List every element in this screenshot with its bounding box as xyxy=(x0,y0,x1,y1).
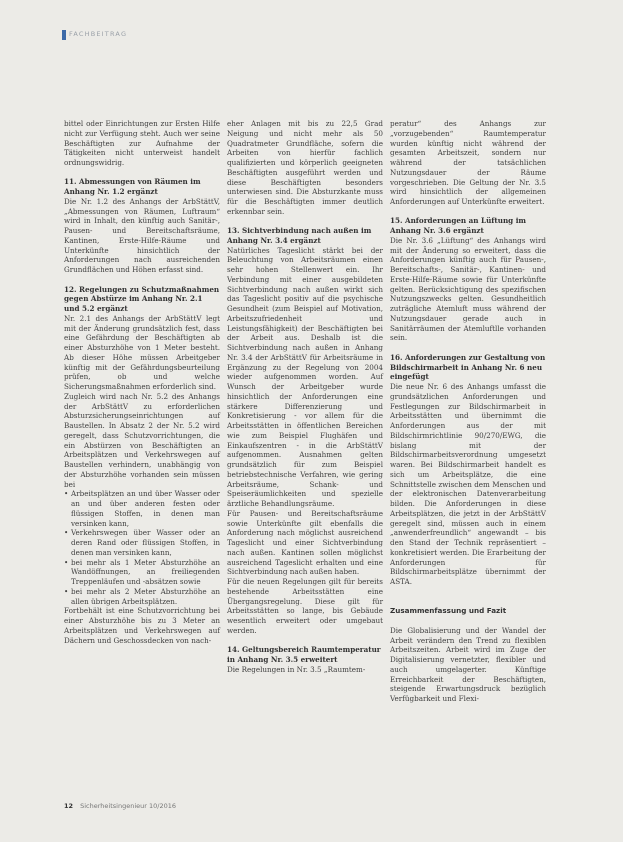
paragraph: eher Anlagen mit bis zu 22,5 Grad Neigung und nicht mehr als 50 Quadratmeter Grundfläche, sofern die Arbeiten von hierfür fachlich qualifizierten und körperlich geeigneten Beschäftigten ausgeführt werden und diese Beschäftigten besonders unterwiesen sind. Die Absturzkante muss für die Beschäftigten immer deutlich erkennbar sein. xyxy=(227,119,383,216)
text-column-2 xyxy=(227,119,383,684)
paragraph: Die Nr. 3.6 „Lüftung“ des Anhangs wird mit der Änderung so erweitert, dass die Anforderungen künftig auch für Pausen-, Bereitschafts-, Sanitär-, Kantinen- und Erste-Hilfe-Räume sowie für Unterkünfte gelten. Berücksichtigung des spezifischen Nutzungszwecks gelten. Gesundheitlich zuträgliche Atemluft muss während der Nutzungsdauer gerade auch in Sanitärräumen der Atemluftlle vorhanden sein. xyxy=(390,235,546,343)
paragraph: Die Globalisierung und der Wandel der Arbeit verändern den Trend zu flexiblen Arbeitszeiten. Arbeit wird im Zuge der Digitalisierung vernetzter, flexibler und auch umgelagerter. Künftige Erreichbarkeit der Beschäftigten, steigende Erwartungsdruck bezüglich Verfügbarkeit und Flexi- xyxy=(390,625,546,704)
section-heading-12: 12. Regelungen zu Schutzmaßnahmen gegen Abstürze im Anhang Nr. 2.1 und 5.2 ergänzt xyxy=(64,284,220,314)
list-item: • bei mehr als 2 Meter Absturzhöhe an allen übrigen Arbeitsplätzen. xyxy=(64,587,220,607)
section-heading-14: 14. Geltungsbereich Raumtemperatur in Anhang Nr. 3.5 erweitert xyxy=(227,645,381,665)
section-heading-16: 16. Anforderungen zur Gestaltung von Bildschirmarbeit in Anhang Nr. 6 neu eingefügt xyxy=(390,352,546,382)
text-column-1 xyxy=(64,119,220,655)
list-item: • Verkehrswegen über Wasser oder an deren Rand oder flüssigen Stoffen, in denen man versinken kann, xyxy=(64,528,220,557)
publication-name: Sicherheitsingenieur 10/2016 xyxy=(80,802,177,810)
page-number: 12 xyxy=(64,802,74,810)
paragraph: Zugleich wird nach Nr. 5.2 des Anhangs der ArbStättV zu erforderlichen Absturzsicherungseinrichtungen auf Baustellen. In Absatz 2 der Nr. 5.2 wird geregelt, dass Schutzvorrichtungen, die ein Abstürzen von Beschäftigten an Arbeitsplätzen und Verkehrswegen auf Baustellen verhindern, unabhängig von der Absturzhöhe vorhanden sein müssen bei xyxy=(64,391,220,489)
text-column-3 xyxy=(390,119,546,714)
paragraph: Für die neuen Regelungen gilt für bereits bestehende Arbeitsstätten eine Übergangsregelung. Diese gilt für Arbeitsstätten so lange, bis Gebäude wesentlich erweitert oder umgebaut werden. xyxy=(227,577,383,635)
section-heading-15: 15. Anforderungen an Lüftung im Anhang Nr. 3.6 ergänzt xyxy=(390,216,527,236)
list-item: • bei mehr als 1 Meter Absturzhöhe an Wandöffnungen, an freiliegenden Treppenläufen und -absätzen sowie xyxy=(64,558,220,587)
paragraph: Die neue Nr. 6 des Anhangs umfasst die grundsätzlichen Anforderungen und Festlegungen zur Bildschirmarbeit in Arbeitsstätten und übernimmt die Anforderungen aus der mit Bildschirmrichtlinie 90/270/EWG, die bislang mit der Bildschirmarbeitsverordnung umgesetzt waren. Bei Bildschirmarbeit handelt es sich um Arbeitsplätze, die eine Schnittstelle zwischen dem Menschen und der elektronischen Datenverarbeitung bilden. Die Anforderungen in diese Arbeitsplätzen, die jetzt in der ArbStättV geregelt sind, müssen auch in einem „anwenderfreundlich“ angewandt – bis den Stand der Technik repräsentiert – konkretisiert werden. Die Erarbeitung der Anforderungen für Bildschirmarbeitsplätze übernimmt der ASTA. xyxy=(390,382,546,587)
bullet-list xyxy=(64,489,220,606)
paragraph: Nr. 2.1 des Anhangs der ArbStättV legt mit der Änderung grundsätzlich fest, dass eine Gefährdung der Beschäftigten ab einer Absturzhöhe von 1 Meter besteht. Ab dieser Höhe müssen Arbeitgeber künftig mit der Gefährdungsbeurteilung prüfen, ob und welche Sicherungsmaßnahmen erforderlich sind. xyxy=(64,313,220,392)
section-heading-11: 11. Abmessungen von Räumen im Anhang Nr. 1.2 ergänzt xyxy=(64,177,201,197)
paragraph: bittel oder Einrichtungen zur Ersten Hilfe nicht zur Verfügung steht. Auch wer seine Beschäftigten zur Aufnahme der Tätigkeiten nicht unterweist handelt ordnungswidrig. xyxy=(64,119,220,167)
section-heading-13: 13. Sichtverbindung nach außen im Anhang Nr. 3.4 ergänzt xyxy=(227,226,372,245)
paragraph: Natürliches Tageslicht stärkt bei der Beleuchtung von Arbeitsräumen einen sehr hohen Stellenwert ein. Ihr Verbindung mit einer ausgebildeten Sichtverbindung nach außen wirkt sich das Tageslicht positiv auf die psychische Gesundheit (zum Beispiel auf Motivation, Arbeitszufriedenheit und Leistungsfähigkeit) der Beschäftigten bei der Arbeit aus. Deshalb ist die Sichtverbindung nach außen in Anhang Nr. 3.4 der ArbStättV für Arbeitsräume in Ergänzung zu der Regelung von 2004 wieder aufgenommen worden. Auf Wunsch der Arbeitgeber wurde hinsichtlich der Anforderungen eine stärkere Differenzierung und Konkretisierung - vor allem für die Arbeitsstätten in öffentlichen Bereichen wie zum Beispiel Flughäfen und Einkaufszentren - in die ArbStättV aufgenommen. Ausnahmen gelten grundsätzlich für zum Beispiel betriebstechnische Verfahren, wie gering Arbeitsräume, Schank- und Speiseräumlichkeiten und spezielle ärztliche Behandlungsräume. xyxy=(227,245,383,509)
page-footer xyxy=(64,802,176,810)
section-color-bar xyxy=(62,30,66,40)
paragraph: Für Pausen- und Bereitschaftsräume sowie Unterkünfte gilt ebenfalls die Anforderung nach möglichst ausreichend Tageslicht und einer Sichtverbindung nach außen. Kantinen sollen möglichst ausreichend Tageslicht erhalten und eine Sichtverbindung nach außen haben. xyxy=(227,508,383,577)
paragraph: Fortbehält ist eine Schutzvorrichtung bei einer Absturzhöhe bis zu 3 Meter an Arbeitsplätzen und Verkehrswegen auf Dächern und Geschossdecken von nach- xyxy=(64,606,220,645)
list-item: • Arbeitsplätzen an und über Wasser oder an und über anderen festen oder flüssigen Stoffen, in denen man versinken kann, xyxy=(64,489,220,528)
paragraph: peratur“ des Anhangs zur „vorzugebenden“ Raumtemperatur wurden künftig nicht während der gesamten Arbeitszeit, sondern nur während der tatsächlichen Nutzungsdauer der Räume vorgeschrieben. Die Geltung der Nr. 3.5 wird hinsichtlich der allgemeinen Anforderungen auf Unterkünfte erweitert. xyxy=(390,119,546,206)
paragraph: Die Regelungen in Nr. 3.5 „Raumtem- xyxy=(227,664,366,674)
summary-heading: Zusammenfassung und Fazit xyxy=(390,606,507,616)
paragraph: Die Nr. 1.2 des Anhangs der ArbStättV, „Abmessungen von Räumen, Luftraum“ wird in Inhalt, den künftig auch Sanitär-, Pausen- und Bereitschaftsräume, Kantinen, Erste-Hilfe-Räume und Unterkünfte hinsichtlich der Anforderungen nach ausreichenden Grundflächen und Höhen erfasst sind. xyxy=(64,196,220,275)
section-label: FACHBEITRAG xyxy=(69,30,128,38)
